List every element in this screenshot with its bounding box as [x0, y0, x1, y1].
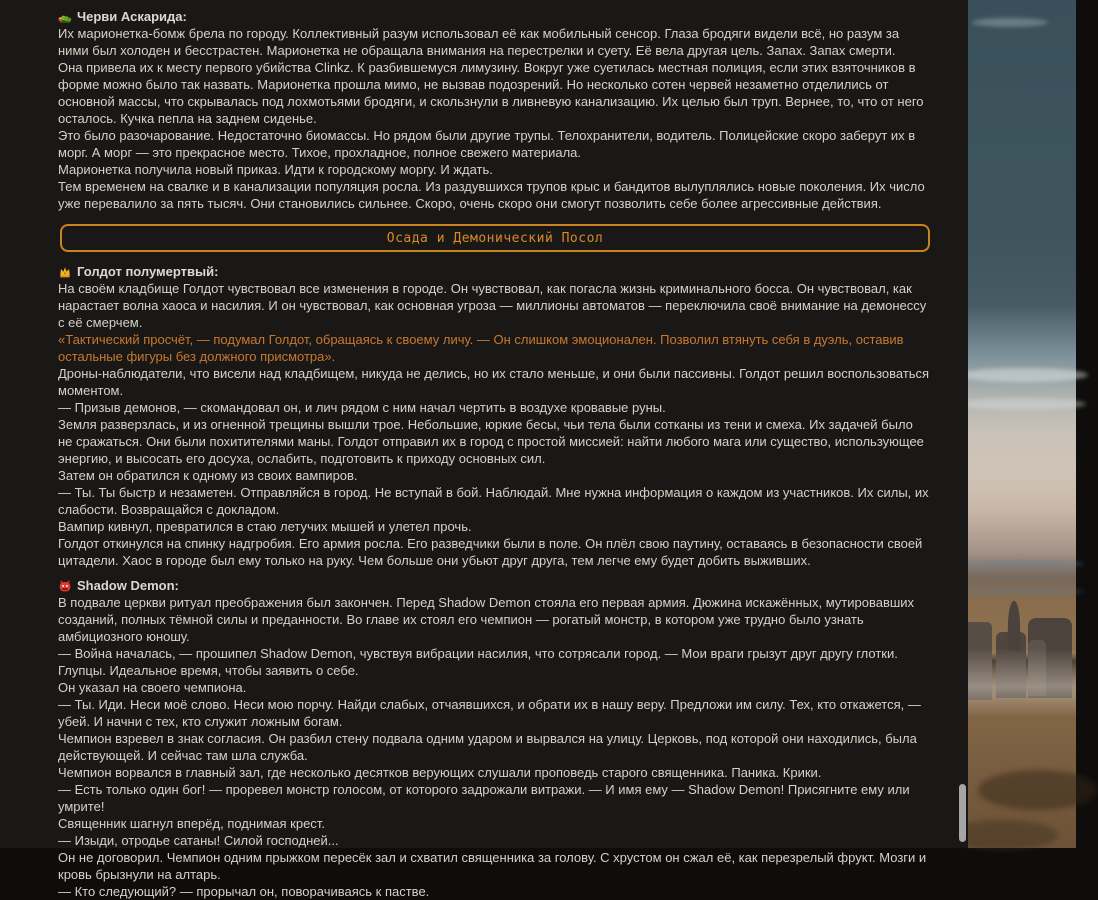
story-paragraph: — Ты. Ты быстр и незаметен. Отправляйся в город. Не вступай в бой. Наблюдай. Мне нужна информация о каждом из участников. Их силы, их слабости. Возвращайся с докладом.	[58, 485, 929, 517]
demon-icon	[58, 579, 72, 593]
story-paragraph: — Ты. Иди. Неси моё слово. Неси мою порчу. Найди слабых, отчаявшихся, и обрати их в нашу веру. Предложи им силу. Тех, кто откажется, — убей. И начни с тех, кто служит ложным богам.	[58, 697, 921, 729]
section-header	[58, 8, 930, 25]
section-title: Shadow Demon:	[77, 578, 179, 593]
chapter-banner-title: Осада и Демонический Посол	[386, 230, 604, 246]
crown-icon	[58, 265, 72, 279]
story-paragraph: «Тактический просчёт, — подумал Голдот, обращаясь к своему личу. — Он слишком эмоционален. Позволил втянуть себя в дуэль, оставив остальные фигуры без должного присмотра».	[58, 332, 904, 364]
story-paragraph: Чемпион ворвался в главный зал, где несколько десятков верующих слушали проповедь старого священника. Паника. Крики.	[58, 765, 822, 780]
story-paragraph: Священник шагнул вперёд, поднимая крест.	[58, 816, 325, 831]
scrollbar-track[interactable]	[958, 0, 967, 848]
scrollbar-thumb[interactable]	[959, 784, 966, 842]
story-paragraph: В подвале церкви ритуал преображения был закончен. Перед Shadow Demon стояла его первая армия. Дюжина искажённых, мутировавших созданий, полных тёмной силы и преданности. Во главе их стоял его чемпион — рогатый монстр, в котором уже трудно было узнать амбициозного юношу.	[58, 595, 915, 644]
story-paragraph: На своём кладбище Голдот чувствовал все изменения в городе. Он чувствовал, как погасла жизнь криминального босса. Он чувствовал, как нарастает волна хаоса и насилия. И он чувствовал, как основная угроза — миллионы автоматов — переключила своё внимание на демонессу с её смерчем.	[58, 281, 927, 330]
cloud-streak	[958, 368, 1088, 382]
story-paragraph: Тем временем на свалке и в канализации популяция росла. Из раздувшихся трупов крыс и бандитов вылуплялись новые поколения. Их число уже перевалило за пять тысяч. Они становились сильнее. Скоро, очень скоро они смогут позволить себе более агрессивные действия.	[58, 179, 925, 211]
section-worms	[58, 8, 930, 212]
story-paragraph: Дроны-наблюдатели, что висели над кладбищем, никуда не делись, но их стало меньше, и они были пассивны. Голдот решил воспользоваться моментом.	[58, 366, 930, 398]
story-paragraph: — Изыди, отродье сатаны! Силой господней...	[58, 833, 339, 848]
cloud-streak	[960, 398, 1086, 410]
demon-icon-header	[58, 577, 930, 594]
story-paragraph: — Кто следующий? — прорычал он, поворачиваясь к пастве.	[58, 884, 430, 899]
section-title: Черви Аскарида:	[77, 9, 187, 24]
story-paragraph: Он не договорил. Чемпион одним прыжком пересёк зал и схватил священника за голову. С хрустом он сжал её, как перезрелый фрукт. Мозги и кровь брызнули на алтарь.	[58, 850, 927, 882]
story-paragraph: Земля разверзлась, и из огненной трещины вышли трое. Небольшие, юркие бесы, чьи тела были сотканы из тени и смеха. Их задачей было не сражаться. Они были похитителями маны. Голдот отправил их в город с простой миссией: найти любого мага или существо, использующее энергию, и высосать его досуха, ослабить, подготовить к приходу основных сил.	[58, 417, 924, 466]
section-shadow-demon	[58, 577, 930, 900]
story-paragraph: Вампир кивнул, превратился в стаю летучих мышей и улетел прочь.	[58, 519, 472, 534]
cloud-streak	[960, 560, 1084, 568]
story-paragraph: — Война началась, — прошипел Shadow Demon, чувствуя вибрации насилия, что сотрясали город. — Мои враги грызут друг другу глотки. Глупцы. Идеальное время, чтобы заявить о себе.	[58, 646, 898, 678]
ground-shadow	[978, 770, 1098, 810]
desert-butte-spire	[1007, 601, 1021, 651]
desert-background-art	[968, 0, 1076, 848]
section-goldot	[58, 263, 930, 569]
section-paragraphs	[58, 280, 930, 569]
section-paragraphs	[58, 594, 930, 900]
story-paragraph: Он указал на своего чемпиона.	[58, 680, 247, 695]
story-paragraph: Голдот откинулся на спинку надгробия. Его армия росла. Его разведчики были в поле. Он плёл свою паутину, оставаясь в безопасности своей цитадели. Хаос в городе был ему только на руку. Чем больше они убьют друг друга, тем легче ему будет добить выживших.	[58, 536, 923, 568]
story-paragraph: Затем он обратился к одному из своих вампиров.	[58, 468, 358, 483]
story-paragraph: — Призыв демонов, — скомандовал он, и лич рядом с ним начал чертить в воздухе кровавые руны.	[58, 400, 666, 415]
cloud-streak	[972, 18, 1048, 27]
cloud-streak	[962, 588, 1084, 595]
section-header	[58, 263, 930, 280]
story-paragraph: Их марионетка-бомж брела по городу. Коллективный разум использовал её как мобильный сенсор. Глаза бродяги видели всё, но разум за ними был холоден и бесстрастен. Марионетка не обращала внимания на перестрелки и суету. Её вела другая цель. Запах. Запах смерти.	[58, 26, 900, 58]
chapter-banner	[60, 224, 930, 252]
story-paragraph: Чемпион взревел в знак согласия. Он разбил стену подвала одним ударом и вырвался на улицу. Церковь, под которой они находились, была действующей. И сейчас там шла служба.	[58, 731, 917, 763]
section-paragraphs	[58, 25, 930, 212]
caterpillar-icon	[58, 10, 72, 24]
section-title: Голдот полумертвый:	[77, 264, 219, 279]
story-paragraph: Марионетка получила новый приказ. Идти к городскому моргу. И ждать.	[58, 162, 493, 177]
story-paragraph: Это было разочарование. Недостаточно биомассы. Но рядом были другие трупы. Телохранители, водитель. Полицейские скоро заберут их в морг. А морг — это прекрасное место. Тихое, прохладное, полное свежего материала.	[58, 128, 916, 160]
horizon-haze	[968, 648, 1076, 718]
story-paragraph: Она привела их к месту первого убийства Clinkz. К разбившемуся лимузину. Вокруг уже суетилась местная полиция, если этих взяточников в форме можно было так назвать. Марионетка прошла мимо, не вызвав подозрений. Но несколько сотен червей незаметно отделились от основной массы, что скрывалась под лохмотьями бродяги, и скользнули в ливневую канализацию. Их целью был труп. Вернее, то, что от него осталось. Кучка пепла на заднем сиденье.	[58, 60, 924, 126]
story-paragraph: — Есть только один бог! — проревел монстр голосом, от которого задрожали витражи. — И имя ему — Shadow Demon! Присягните ему или умрите!	[58, 782, 910, 814]
